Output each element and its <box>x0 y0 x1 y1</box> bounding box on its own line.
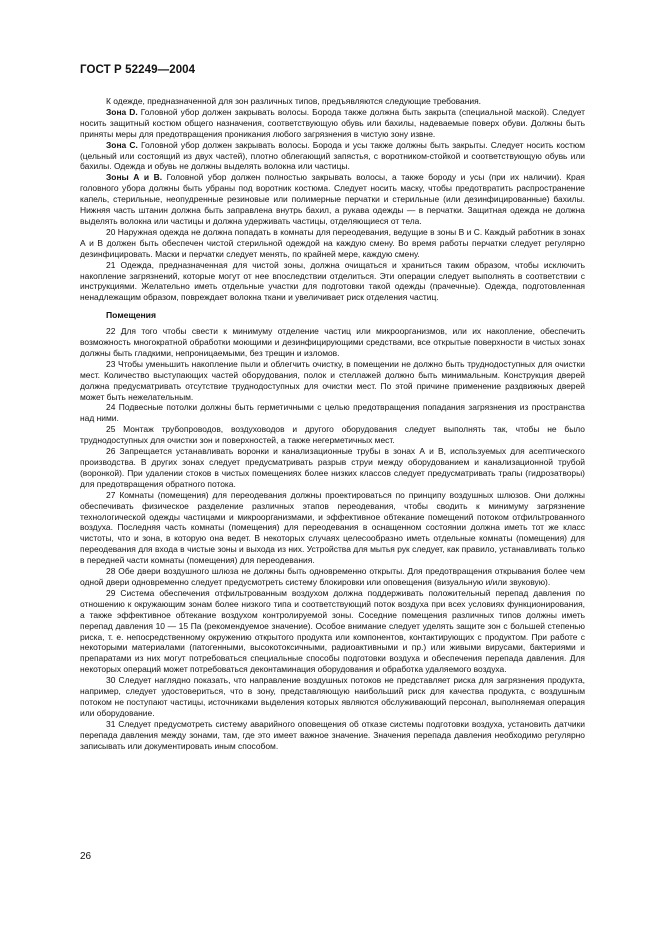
paragraph-22: 22 Для того чтобы свести к минимуму отделение частиц или микроорганизмов, или их накопление, обеспечить возможность многократной обработки моющими и дезинфицирующими средствами, все открытые поверхности в чистых зонах должны быть гладкими, непроницаемыми, без трещин и изломов. <box>80 326 585 358</box>
zone-c-label: Зона С. <box>106 139 138 150</box>
paragraph-30: 30 Следует наглядно показать, что направление воздушных потоков не представляет риска для загрязнения продукта, например, следует удостовериться, что в зону, представляющую наибольший риск для качества продукта, с воздушным потоком не поступают частицы, источниками выделения которых являются обслуживающий персонал, выполняемая операция или оборудование. <box>80 675 585 718</box>
intro-paragraph: К одежде, предназначенной для зон различных типов, предъявляются следующие требования. <box>106 96 482 106</box>
paragraph-26: 26 Запрещается устанавливать воронки и канализационные трубы в зонах А и В, используемых для асептического производства. В других зонах следует предусматривать разрыв струи между оборудованием и канализационной трубой (воронкой). При удалении стоков в чистых помещениях более низких классов следует предусматривать трапы (гидрозатворы) для предотвращения обратного потока. <box>80 446 585 489</box>
page-number: 26 <box>80 851 92 862</box>
zone-ab-paragraph <box>80 172 585 227</box>
paragraph-23: 23 Чтобы уменьшить накопление пыли и облегчить очистку, в помещении не должно быть труднодоступных для очистки мест. Количество выступающих частей оборудования, полок и стеллажей должно быть минимальным. Конструкция дверей должна предусматривать отсутствие труднодоступных для очистки мест. По этой причине применение раздвижных дверей может быть нежелательным. <box>80 358 585 402</box>
document-header: ГОСТ Р 52249—2004 <box>80 64 196 76</box>
zone-ab-text: Головной убор должен полностью закрывать волосы, а также бороду и усы (при их наличии). Края головного убора должны быть убраны под воротник костюма. Следует носить маску, чтобы предотвратить распространение капель, стерильные, неопудренные резиновые или полимерные перчатки и стерильные (или дезинфицированные) бахилы. Нижняя часть штанин должна быть заправлена внутрь бахил, а рукава одежды — в перчатки. Защитная одежда не должна выделять волокна или частицы и должна удерживать частицы, отделяющиеся от тела. <box>80 172 585 226</box>
paragraph-31: 31 Следует предусмотреть систему аварийного оповещения об отказе системы подготовки воздуха, установить датчики перепада давления между зонами, там, где это имеет важное значение. Значения перепада давления необходимо регулярно записывать или документировать иным способом. <box>80 718 585 751</box>
paragraph-27: 27 Комнаты (помещения) для переодевания должны проектироваться по принципу воздушных шлюзов. Они должны обеспечивать физическое разделение различных этапов переодевания, чтобы сводить к минимуму загрязнение технологической одежды частицами и микроорганизмами, и эффективное обтекание помещений потоком отфильтрованного воздуха. Последняя часть комнаты (помещения) для переодевания в оснащенном состоянии должна иметь тот же класс чистоты, что и зона, в которую она ведет. В некоторых случаях целесообразно иметь отдельные комнаты (помещения) для переодевания для входа в чистые зоны и выхода из них. Устройства для мытья рук следует, как правило, устанавливать только в передней части комнаты (помещения) для переодевания. <box>80 489 585 566</box>
zone-d-label: Зона D. <box>106 106 138 117</box>
zone-d-text: Головной убор должен закрывать волосы. Борода также должна быть закрыта (специальной маской). Следует носить защитный костюм общего назначения, соответствующую обувь или бахилы, надеваемые поверх обуви. Должны быть приняты меры для предотвращения проникания любого загрязнения в чистую зону извне. <box>80 106 585 139</box>
paragraph-29: 29 Система обеспечения отфильтрованным воздухом должна поддерживать положительный перепад давления по отношению к окружающим зонам более низкого типа и соответствующий поток воздуха при всех условиях функционирования, а также эффективное обтекание воздухом контролируемой зоны. Соседние помещения различных типов должны иметь перепад давления 10 — 15 Па (рекомендуемое значение). Особое внимание следует уделять защите зон с большей степенью риска, т. е. непосредственному окружению открытого продукта или компонентов, контактирующих с продуктом. При работе с некоторыми материалами (патогенными, высокотоксичными, радиоактивными и пр.) или живыми вирусами, бактериями и препаратами из них могут потребоваться специальные способы подготовки воздуха и обеспечения перепада давления. Для некоторых операций может потребоваться деконтаминация оборудования и обработка удаляемого воздуха. <box>80 587 585 675</box>
zone-d-paragraph <box>80 107 585 140</box>
paragraph-21: 21 Одежда, предназначенная для чистой зоны, должна очищаться и храниться таким образом, чтобы исключить накопление загрязнений, которые могут от нее впоследствии отделиться. Эти операции следует выполнять в соответствии с инструкциями. Желательно иметь отдельные участки для подготовки такой одежды (прачечные). Одежда, подготовленная ненадлежащим образом, повреждает волокна ткани и увеличивает риск отделения частиц. <box>80 259 585 303</box>
zone-ab-label: Зоны А и В. <box>106 172 163 183</box>
paragraph-20: 20 Наружная одежда не должна попадать в комнаты для переодевания, ведущие в зоны В и С. Каждый работник в зонах А и В должен быть обеспечен чистой стерильной одеждой на каждую смену. Во время работы перчатки следует регулярно дезинфицировать. Маски и перчатки следует менять, по крайней мере, каждую смену. <box>80 226 585 259</box>
section-title: Помещения <box>106 310 156 321</box>
document-body <box>80 96 585 751</box>
paragraph-24: 24 Подвесные потолки должны быть герметичными с целью предотвращения попадания загрязнения из пространства над ними. <box>80 402 585 424</box>
zone-c-paragraph <box>80 140 585 173</box>
zone-c-text: Головной убор должен закрывать волосы. Борода и усы также должны быть закрыты. Следует носить костюм (цельный или состоящий из двух частей), плотно облегающий запястья, с воротником-стойкой и соответствующую обувь или бахилы. Одежда и обувь не должны выделять волокна или частицы. <box>80 139 586 172</box>
paragraph-25: 25 Монтаж трубопроводов, воздуховодов и другого оборудования следует выполнять так, чтобы не было труднодоступных для очистки зон и поверхностей, а также негерметичных мест. <box>80 424 585 446</box>
paragraph-28: 28 Обе двери воздушного шлюза не должны быть одновременно открыты. Для предотвращения открывания более чем одной двери одновременно следует предусмотреть систему блокировки или оповещения (визуальную и/или звуковую). <box>80 566 585 587</box>
